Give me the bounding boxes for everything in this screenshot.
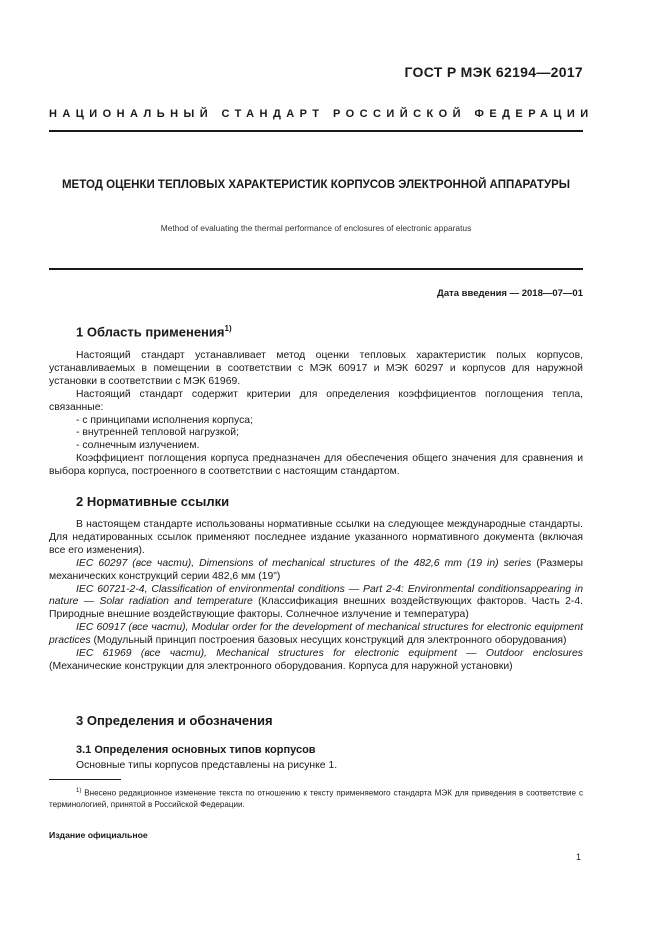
list-item: - солнечным излучением. <box>76 440 200 452</box>
footnote-ref: 1) <box>224 324 232 333</box>
page-number: 1 <box>575 852 581 862</box>
reference-translation: (Классификация внешних воздействующих факторов. Часть 2-4. Природные внешние воздействующие факторы. Солнечное излучение и температура) <box>49 596 583 621</box>
reference-translation: (Модульный принцип построения базовых несущих конструкций для электронного оборудования) <box>90 635 567 647</box>
section-3-heading: 3 Определения и обозначения <box>76 713 273 728</box>
introduction-date: Дата введения — 2018—07—01 <box>437 288 583 299</box>
national-standard-banner: НАЦИОНАЛЬНЫЙ СТАНДАРТ РОССИЙСКОЙ ФЕДЕРАЦИИ <box>49 108 594 120</box>
footnote-divider <box>49 779 121 780</box>
official-edition-label: Издание официальное <box>49 830 148 840</box>
reference-title: IEC 61969 (все части), Mechanical structures for electronic equipment — Outdoor enclosures <box>76 648 583 660</box>
reference-title: IEC 60721-2-4, Classification of environmental conditions — Part 2-4: Environmental conditionsappearing in nature — Solar radiation and temperature <box>49 583 583 608</box>
section-1-heading <box>76 324 232 339</box>
reference-translation: (Размеры механических конструкций серии 482,6 мм (19") <box>49 557 583 582</box>
reference-item <box>49 622 583 648</box>
paragraph: Основные типы корпусов представлены на рисунке 1. <box>76 760 338 771</box>
document-title-english: Method of evaluating the thermal performance of enclosures of electronic apparatus <box>160 223 472 233</box>
reference-title: IEC 60917 (все части), Modular order for the development of mechanical structures for electronic equipment practices <box>49 622 583 647</box>
document-id: ГОСТ Р МЭК 62194—2017 <box>404 64 583 80</box>
footnote-text: Внесено редакционное изменение текста по отношению к тексту применяемого стандарта МЭК для приведения в соответствие с терминологией, принятой в Российской Федерации. <box>49 788 583 810</box>
top-divider <box>49 130 583 132</box>
reference-item <box>49 558 583 584</box>
reference-translation: (Механические конструкции для электронного оборудования. Корпуса для наружной установки) <box>49 660 513 672</box>
subsection-3-1-heading: 3.1 Определения основных типов корпусов <box>76 744 316 756</box>
list-item: - с принципами исполнения корпуса; <box>76 414 253 426</box>
paragraph: Настоящий стандарт содержит критерии для определения коэффициентов поглощения тепла, связанные: <box>49 388 583 413</box>
paragraph: Коэффициент поглощения корпуса предназначен для обеспечения общего значения для сравнения и выбора корпуса, построенного в соответствии с настоящим стандартом. <box>49 453 583 478</box>
title-divider <box>49 268 583 270</box>
section-3-body <box>49 760 583 773</box>
reference-item <box>49 584 583 623</box>
paragraph: В настоящем стандарте использованы нормативные ссылки на следующее международные стандарты. Для недатированных ссылок применяют последнее издание указанного нормативного документа (включая все его изменения). <box>49 519 583 556</box>
reference-title: IEC 60297 (все части), Dimensions of mechanical structures of the 482,6 mm (19 in) series <box>76 557 532 569</box>
footnote <box>49 786 583 811</box>
document-title: МЕТОД ОЦЕНКИ ТЕПЛОВЫХ ХАРАКТЕРИСТИК КОРПУСОВ ЭЛЕКТРОННОЙ АППАРАТУРЫ <box>61 179 571 191</box>
list-item: - внутренней тепловой нагрузкой; <box>76 427 240 439</box>
reference-item <box>49 648 583 674</box>
paragraph: Настоящий стандарт устанавливает метод оценки тепловых характеристик полых корпусов, устанавливаемых в помещении в соответствии с МЭК 60917 и МЭК 60297 и корпусов для наружной установки в соответствии с МЭК 61969. <box>49 350 583 387</box>
section-2-body <box>49 519 583 674</box>
section-1-body <box>49 350 583 479</box>
section-1-heading-text: 1 Область применения <box>76 324 225 340</box>
footnote-marker: 1) <box>76 788 82 794</box>
section-2-heading: 2 Нормативные ссылки <box>76 494 230 509</box>
